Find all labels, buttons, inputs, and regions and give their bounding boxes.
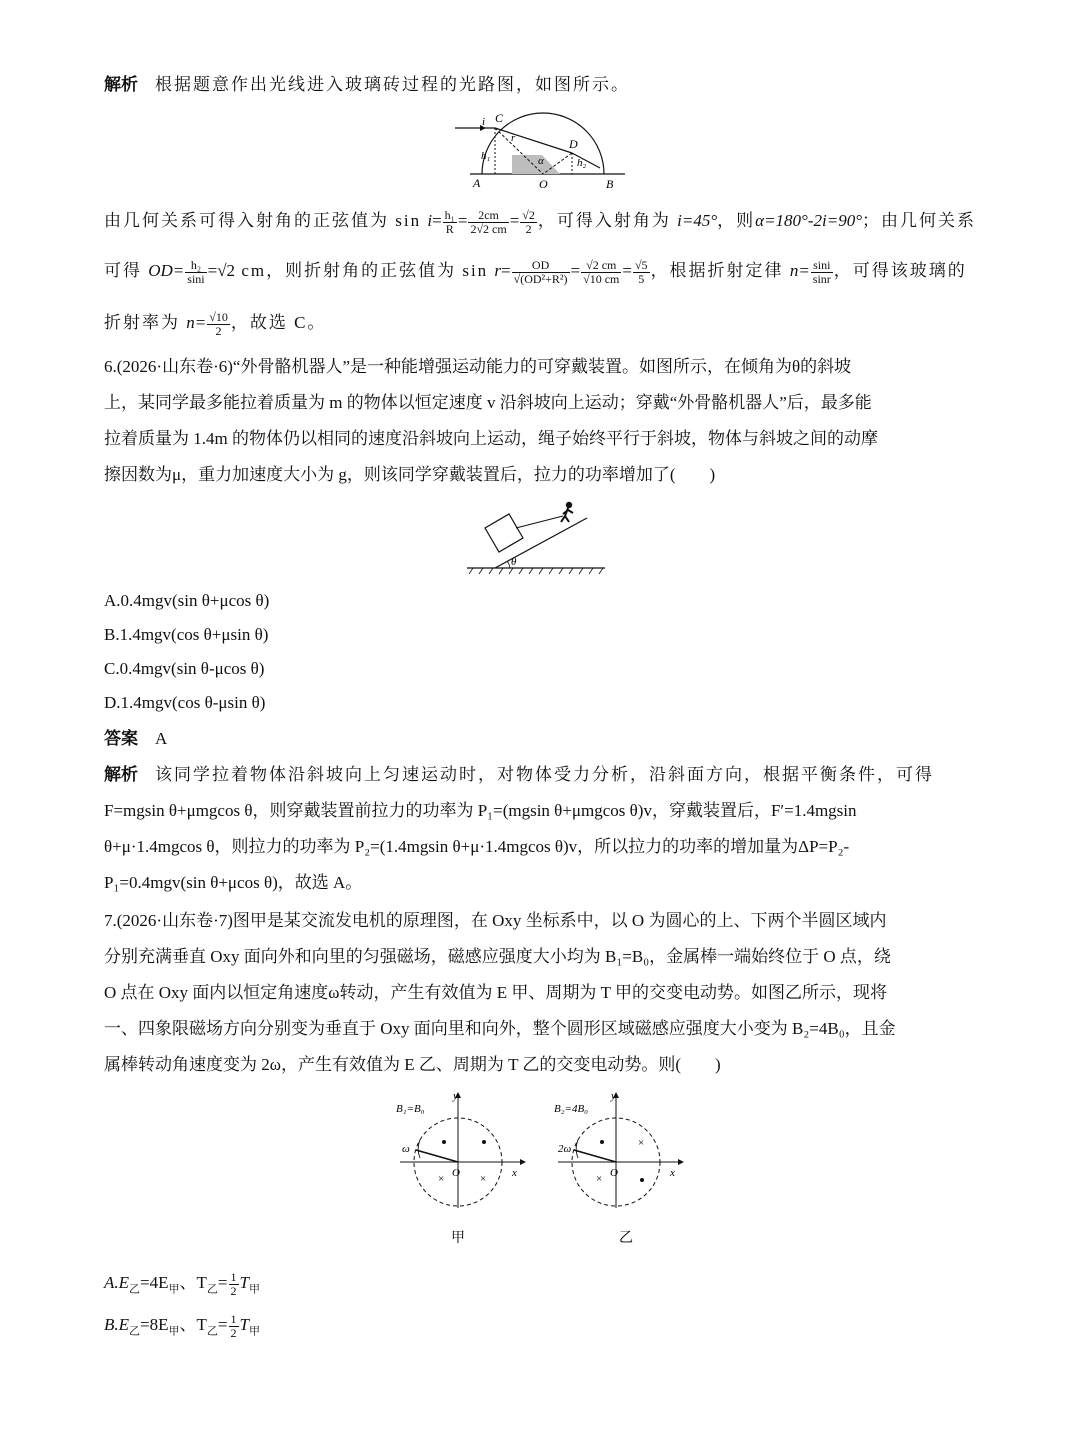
q5-analysis-line2: 可得 OD= $\frac{\text{h₂}}{\sin i}$ =√2 cm，则折射角的正弦值为 sin r= $\frac{OD}{\text{√(OD²+R²)}}$ = $\frac{√2 cm}{√10 cm}$ = $\frac{√5}{5}$ ，根据折射定律 n= $\frac{\sin i}{\sin r}$ ，可得该玻璃的 xyxy=(104,257,967,286)
label-b: B xyxy=(606,177,614,190)
slope-figure xyxy=(465,496,610,578)
answer-value: A xyxy=(155,729,168,748)
label-h1: h₁ xyxy=(481,150,491,162)
analysis-label: 解析 xyxy=(104,75,138,94)
label-h2: h₂ xyxy=(577,157,587,169)
q6-option-d: D.1.4mgv(cos θ-μsin θ) xyxy=(104,693,266,712)
q6-analysis-2: F=mgsin θ+μmgcos θ，则穿戴装置前拉力的功率为 P₁=(mgsin θ+μmgcos θ)v，穿戴装置后，F′=1.4mgsin xyxy=(104,801,857,820)
y-axis-label: y xyxy=(453,1090,458,1102)
q7-stem-3: O 点在 Oxy 面内以恒定角速度ω转动，产生有效值为 E 甲、周期为 T 甲的交变电动势。如图乙所示，现将 xyxy=(104,983,887,1002)
label-c: C xyxy=(495,111,504,125)
origin-label: O xyxy=(610,1167,618,1179)
label-a: A xyxy=(473,176,481,190)
q7-option-a: $A.E_乙=4E_甲$、$T_乙=$ $\frac{1}{2}$ $T_甲$ xyxy=(104,1269,260,1298)
q7-stem-5: 属棒转动角速度变为 2ω，产生有效值为 E 乙、周期为 T 乙的交变电动势。则( ) xyxy=(104,1055,721,1074)
label-r: r xyxy=(511,132,516,144)
q7-stem-2: 分别充满垂直 Oxy 面向外和向里的匀强磁场，磁感应强度大小均为 B₁=B₀，金属棒一端始终位于 O 点，绕 xyxy=(104,947,891,966)
q5-analysis-intro xyxy=(104,72,630,98)
figure-yi xyxy=(550,1090,685,1246)
origin-label: O xyxy=(452,1167,460,1179)
q6-analysis-3: θ+μ·1.4mgcos θ，则拉力的功率为 P₂=(1.4mgsin θ+μ·1.4mgcos θ)v，所以拉力的功率的增加量为ΔP=P₂- xyxy=(104,837,850,856)
q7-stem-4: 一、四象限磁场方向分别变为垂直于 Oxy 面向里和向外，整个圆形区域磁感应强度大小变为 B₂=4B₀，且金 xyxy=(104,1019,896,1038)
q6-stem-2: 上，某同学最多能拉着质量为 m 的物体以恒定速度 v 沿斜坡向上运动；穿戴“外骨骼机器人”后，最多能 xyxy=(104,393,872,412)
q6-option-a: A.0.4mgv(sin θ+μcos θ) xyxy=(104,591,270,610)
label-o: O xyxy=(539,177,548,190)
q6-option-c: C.0.4mgv(sin θ-μcos θ) xyxy=(104,659,265,678)
omega-label: 2ω xyxy=(558,1143,572,1155)
q5-analysis-line3: 折射率为 n= $\frac{√10}{2}$ ，故选 C。 xyxy=(104,309,327,338)
field-in-cross: × xyxy=(480,1173,487,1185)
y-axis-label: y xyxy=(611,1090,616,1102)
b2-label: B₂=4B₀ xyxy=(554,1103,589,1115)
caption-jia: 甲 xyxy=(451,1231,465,1246)
analysis-label: 解析 xyxy=(104,765,138,784)
field-out-dot xyxy=(640,1178,644,1182)
field-in-cross: × xyxy=(438,1173,445,1185)
q6-option-b: B.1.4mgv(cos θ+μsin θ) xyxy=(104,625,269,644)
q6-stem-1: 6.(2026·山东卷·6)“外骨骼机器人”是一种能增强运动能力的可穿戴装置。如图所示，在倾角为θ的斜坡 xyxy=(104,357,852,376)
q6-analysis-4: P₁=0.4mgv(sin θ+μcos θ)，故选 A。 xyxy=(104,873,363,892)
theta-label: θ xyxy=(511,556,517,568)
q6-stem-4: 擦因数为μ，重力加速度大小为 g，则该同学穿戴装置后，拉力的功率增加了( ) xyxy=(104,465,716,484)
refraction-figure xyxy=(450,108,640,190)
q5-analysis-line1: 由几何关系可得入射角的正弦值为 sin i= $\frac{\text{h₁}}{R}$ = $\frac{2cm}{2√2 cm}$ = $\frac{√2}{2}$ ，可得入射角为 i=45°，则α=180°-2i=90°；由几何关系 xyxy=(104,207,976,236)
q6-answer xyxy=(104,726,167,752)
field-out-dot xyxy=(600,1140,604,1144)
label-d: D xyxy=(569,137,578,151)
caption-yi: 乙 xyxy=(619,1231,633,1246)
q6-analysis-1: 解析 该同学拉着物体沿斜坡向上匀速运动时，对物体受力分析，沿斜面方向，根据平衡条件，可得 xyxy=(104,765,934,784)
answer-label: 答案 xyxy=(104,729,138,748)
field-in-cross: × xyxy=(638,1137,645,1149)
person-icon xyxy=(566,502,572,508)
label-alpha: α xyxy=(538,155,544,167)
field-in-cross: × xyxy=(596,1173,603,1185)
q6-stem-3: 拉着质量为 1.4m 的物体仍以相同的速度沿斜坡向上运动，绳子始终平行于斜坡，物体与斜坡之间的动摩 xyxy=(104,429,878,448)
label-i: i xyxy=(482,116,486,128)
x-axis-label: x xyxy=(512,1167,517,1179)
analysis-text: 根据题意作出光线进入玻璃砖过程的光路图，如图所示。 xyxy=(155,75,630,94)
q7-option-b: $B.E_乙=8E_甲$、$T_乙=$ $\frac{1}{2}$ $T_甲$ xyxy=(104,1311,260,1340)
omega-label: ω xyxy=(402,1143,410,1155)
x-axis-label: x xyxy=(670,1167,675,1179)
q7-stem-1: 7.(2026·山东卷·7)图甲是某交流发电机的原理图，在 Oxy 坐标系中，以 O 为圆心的上、下两个半圆区域内 xyxy=(104,911,887,930)
b1-label: B₁=B₀ xyxy=(396,1103,425,1115)
field-out-dot xyxy=(442,1140,446,1144)
field-out-dot xyxy=(482,1140,486,1144)
figure-jia xyxy=(392,1090,527,1246)
